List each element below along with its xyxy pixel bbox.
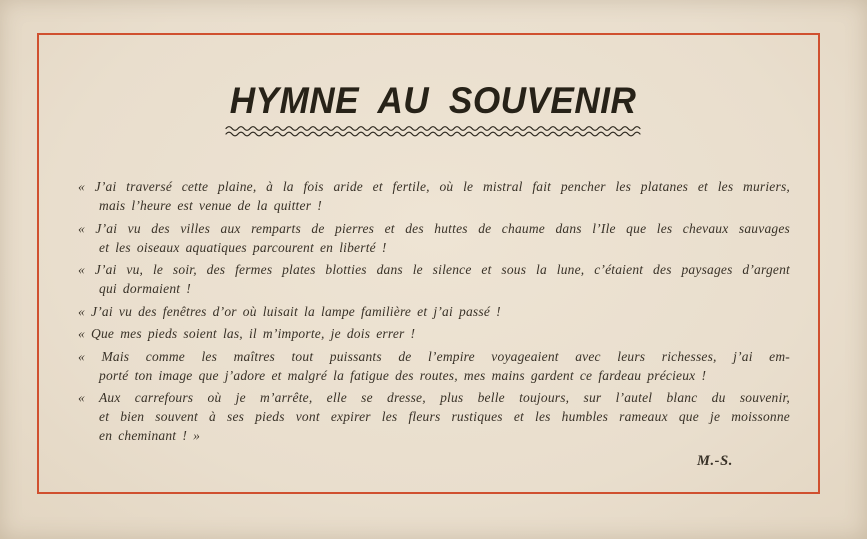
paragraph-line: « J’ai vu des fenêtres d’or où luisait la lampe familière et j’ai passé !	[78, 303, 501, 319]
paragraph-7	[78, 388, 790, 445]
signature: M.-S.	[696, 453, 733, 469]
paragraph-line: « Aux carrefours où je m’arrête, elle se dresse, plus belle toujours, sur l’autel blanc du souvenir,	[78, 390, 790, 405]
paragraph-2	[78, 219, 790, 257]
paragraph-1	[78, 177, 790, 215]
paragraph-line: « Que mes pieds soient las, il m’importe, je dois errer !	[78, 326, 416, 341]
wavy-underline-decoration	[225, 124, 643, 139]
paragraph-line: et les oiseaux aquatiques parcourent en liberté !	[99, 239, 387, 255]
paragraph-line: « J’ai vu des villes aux remparts de pierres et des huttes de chaume dans l’Ile que les chevaux sauvages	[78, 220, 790, 236]
paragraph-line: mais l’heure est venue de la quitter !	[99, 198, 322, 213]
paragraph-line: porté ton image que j’adore et malgré la fatigue des routes, mes mains gardent ce fardeau précieux !	[99, 367, 707, 383]
paragraph-line: « Mais comme les maîtres tout puissants de l’empire voyageaient avec leurs richesses, j’ai em-	[78, 348, 790, 364]
title-block	[0, 82, 867, 139]
paragraph-line: en cheminant ! »	[99, 428, 201, 443]
page-title: HYMNE AU SOUVENIR	[230, 80, 637, 121]
poem-body	[78, 177, 790, 471]
paragraph-line: et bien souvent à ses pieds vont expirer les fleurs rustiques et les humbles rameaux que je moissonne	[99, 409, 790, 424]
paragraph-6	[78, 347, 790, 385]
paragraph-line: « J’ai vu, le soir, des fermes plates blotties dans le silence et sous la lune, c’étaient des paysages d’argent	[78, 262, 790, 277]
paragraph-4	[78, 302, 790, 321]
paragraph-3	[78, 260, 790, 298]
paragraph-line: « J’ai traversé cette plaine, à la fois aride et fertile, où le mistral fait pencher les platanes et les muriers,	[78, 179, 790, 194]
paragraph-5	[78, 324, 790, 343]
paragraph-line: qui dormaient !	[99, 281, 191, 296]
